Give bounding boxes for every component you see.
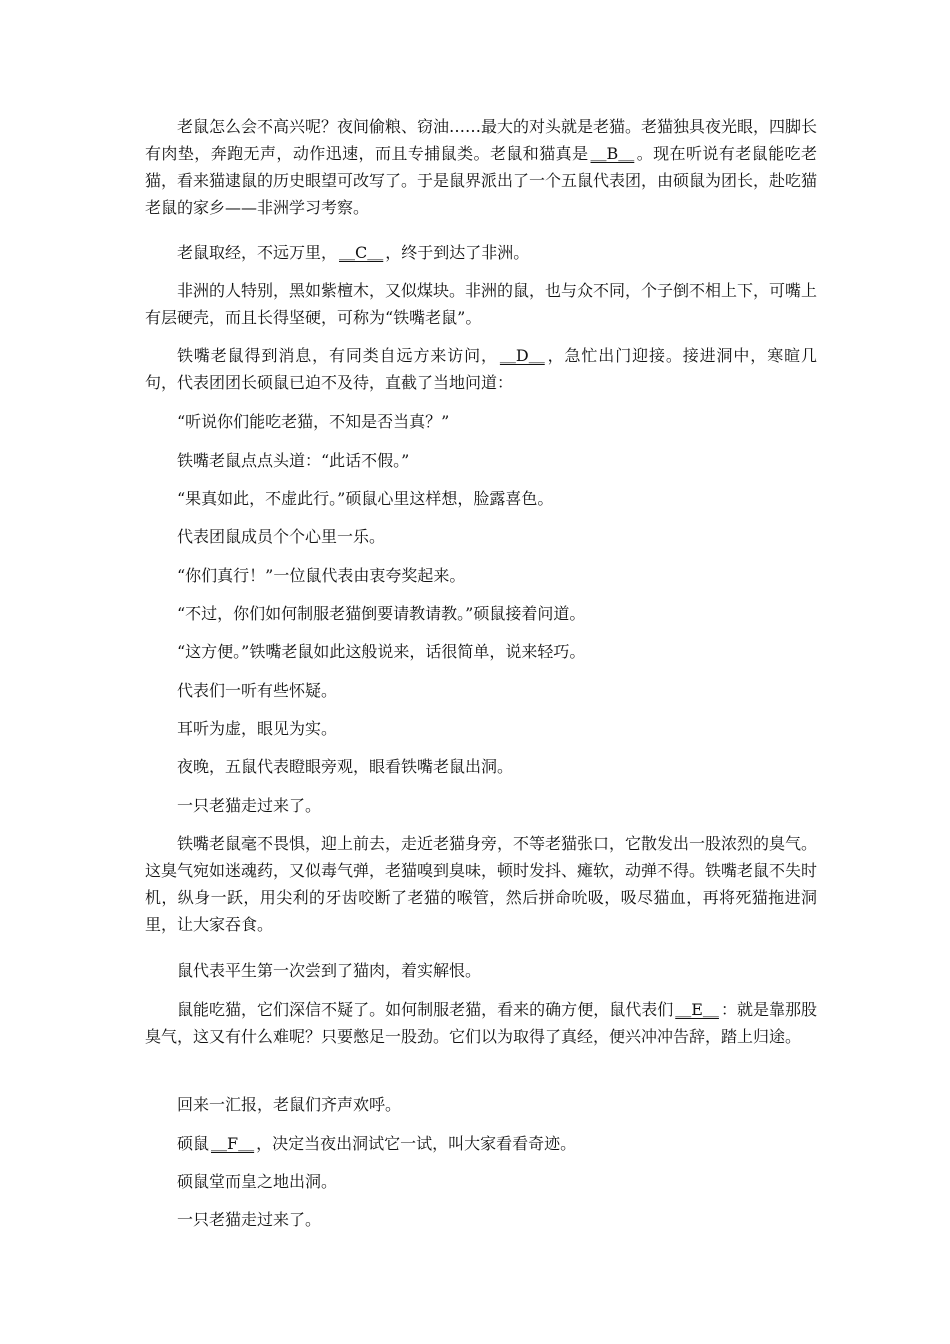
paragraph-22 [145, 1206, 817, 1233]
paragraph-2 [145, 239, 817, 266]
text-run: 一只老猫走过来了。 [177, 1210, 322, 1229]
text-run: 硕鼠堂而皇之地出洞。 [177, 1172, 338, 1191]
text-run: 铁嘴老鼠毫不畏惧，迎上前去，走近老猫身旁，不等老猫张口，它散发出一股浓烈的臭气。这臭气宛如迷魂药，又似毒气弹，老猫嗅到臭味，顿时发抖、瘫软，动弹不得。铁嘴老鼠不失时机，纵身一跃，用尖利的牙齿咬断了老猫的喉管，然后拼命吮吸，吸尽猫血，再将死猫拖进洞里，让大家吞食。 [145, 834, 818, 934]
paragraph-6 [145, 447, 817, 474]
paragraph-17 [145, 957, 817, 984]
text-run: 老鼠怎么会不高兴呢？夜间偷粮、窃油……最大的对头就是老猫。老猫独具夜光眼，四脚长有肉垫，奔跑无声，动作迅速，而且专捕鼠类。老鼠和猫真是 [145, 117, 818, 163]
text-run: 鼠代表平生第一次尝到了猫肉，着实解恨。 [177, 961, 482, 980]
paragraph-14 [145, 753, 817, 780]
text-run: “你们真行！”一位鼠代表由衷夸奖起来。 [177, 566, 466, 585]
paragraph-13 [145, 715, 817, 742]
paragraph-7 [145, 485, 817, 512]
paragraph-8 [145, 523, 817, 550]
paragraph-4 [145, 342, 817, 396]
answer-blank-b: ＿B＿ [590, 144, 635, 163]
text-run: ，终于到达了非洲。 [385, 243, 530, 262]
paragraph-5 [145, 408, 817, 435]
paragraph-11 [145, 638, 817, 665]
paragraph-16 [145, 830, 817, 938]
answer-blank-d: ＿D＿ [499, 346, 545, 365]
answer-blank-f: ＿F＿ [211, 1134, 255, 1153]
paragraph-19 [145, 1091, 817, 1118]
paragraph-1 [145, 113, 817, 221]
text-run: 铁嘴老鼠得到消息，有同类自远方来访问， [177, 346, 498, 365]
text-run: “这方便。”铁嘴老鼠如此这般说来，话很简单，说来轻巧。 [177, 642, 586, 661]
text-run: 代表团鼠成员个个心里一乐。 [177, 527, 386, 546]
text-run: 回来一汇报，老鼠们齐声欢呼。 [177, 1095, 402, 1114]
paragraph-12 [145, 677, 817, 704]
text-run: ：就是靠那股臭气，这又有什么难呢？只要憋足一股劲。它们以为取得了真经，便兴冲冲告辞，踏上归途。 [145, 1000, 817, 1046]
answer-blank-c: ＿C＿ [339, 243, 384, 262]
text-run: 鼠能吃猫，它们深信不疑了。如何制服老猫，看来的确方便，鼠代表们 [177, 1000, 674, 1019]
paragraph-18 [145, 996, 817, 1050]
text-run: 硕鼠 [177, 1134, 210, 1153]
text-run: “果真如此，不虚此行。”硕鼠心里这样想，脸露喜色。 [177, 489, 554, 508]
text-run: 一只老猫走过来了。 [177, 796, 322, 815]
paragraph-10 [145, 600, 817, 627]
text-run: 。现在听说有老鼠能吃老猫，看来猫逮鼠的历史眼望可改写了。于是鼠界派出了一个五鼠代表团，由硕鼠为团长，赴吃猫老鼠的家乡——非洲学习考察。 [145, 144, 818, 217]
paragraph-9 [145, 562, 817, 589]
paragraph-15 [145, 792, 817, 819]
paragraph-3 [145, 277, 817, 331]
paragraph-21 [145, 1168, 817, 1195]
text-run: ，急忙出门迎接。接进洞中，寒暄几句，代表团团长硕鼠已迫不及待，直截了当地问道： [145, 346, 817, 392]
text-run: 耳听为虚，眼见为实。 [177, 719, 338, 738]
text-run: “不过，你们如何制服老猫倒要请教请教。”硕鼠接着问道。 [177, 604, 586, 623]
text-run: 代表们一听有些怀疑。 [177, 681, 338, 700]
text-run: 非洲的人特别，黑如紫檀木，又似煤块。非洲的鼠，也与众不同，个子倒不相上下，可嘴上有层硬壳，而且长得坚硬，可称为“铁嘴老鼠”。 [145, 281, 818, 327]
text-run: ，决定当夜出洞试它一试，叫大家看看奇迹。 [256, 1134, 577, 1153]
text-run: “听说你们能吃老猫，不知是否当真？” [177, 412, 450, 431]
text-run: 老鼠取经，不远万里， [177, 243, 338, 262]
text-run: 铁嘴老鼠点点头道：“此话不假。” [177, 451, 410, 470]
answer-blank-e: ＿E＿ [675, 1000, 719, 1019]
text-run: 夜晚，五鼠代表瞪眼旁观，眼看铁嘴老鼠出洞。 [177, 757, 514, 776]
paragraph-20 [145, 1130, 817, 1157]
